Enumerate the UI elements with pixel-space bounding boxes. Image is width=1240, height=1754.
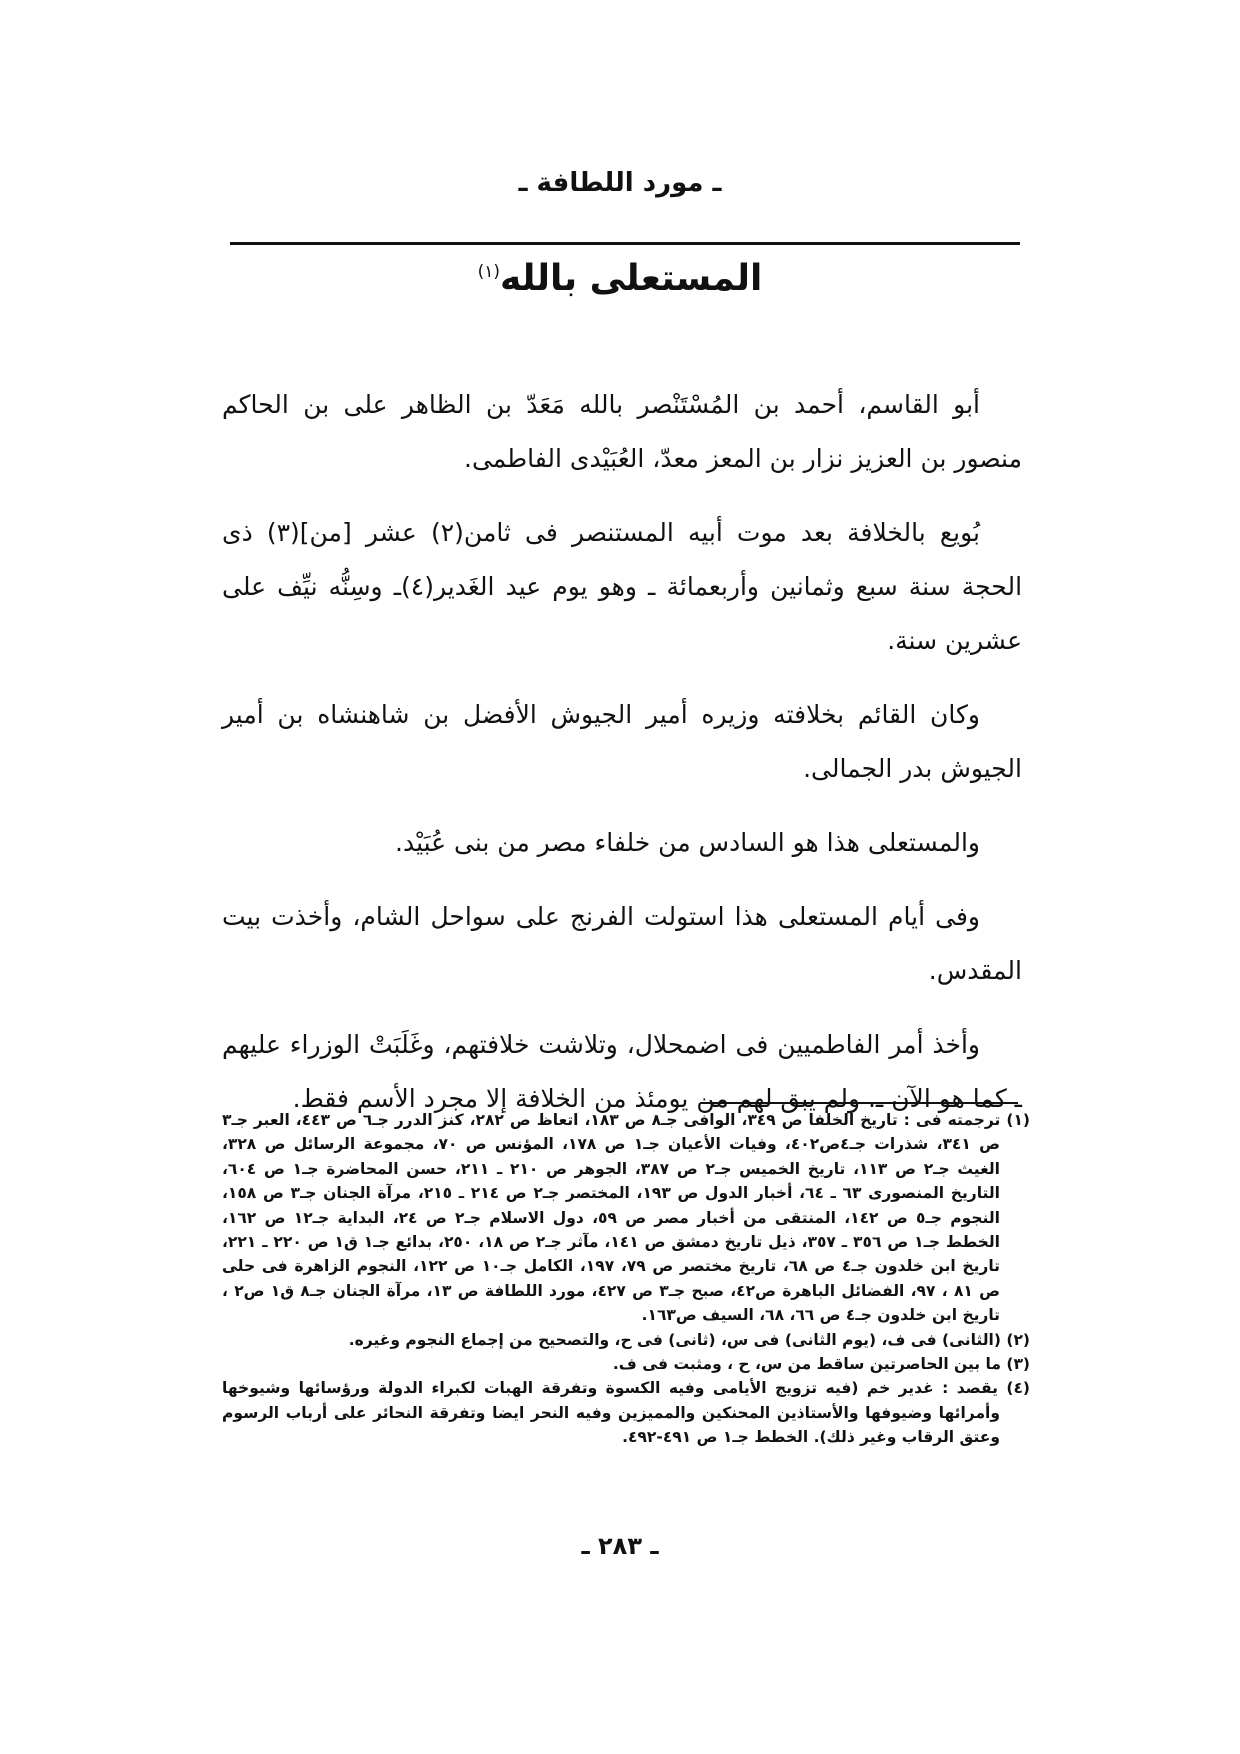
header-rule	[230, 242, 1020, 245]
footnote-rule	[700, 1102, 1018, 1104]
paragraph-lineage: أبو القاسم، أحمد بن المُسْتَنْصر بالله مَعَدّ بن الظاهر على بن الحاكم منصور بن العزيز نزار بن المعز معدّ، العُبَيْدى الفاطمى.	[222, 390, 1022, 473]
chapter-title-text: المستعلى بالله	[500, 258, 763, 299]
paragraph-crusades: وفى أيام المستعلى هذا استولت الفرنج على سواحل الشام، وأخذت بيت المقدس.	[222, 902, 1022, 985]
chapter-title-note-ref: (١)	[477, 262, 501, 282]
paragraph-sixth-caliph: والمستعلى هذا هو السادس من خلفاء مصر من بنى عُبَيْد.	[395, 828, 980, 857]
footnotes	[222, 1108, 1030, 1450]
running-head: ـ مورد اللطافة ـ	[518, 168, 722, 198]
footnote-1: (١) ترجمته فى : تاريخ الخلفا ص ٣٤٩، الوافى جـ٨ ص ١٨٣، اتعاظ ص ٢٨٢، كنز الدرر جـ٦ ص ٤٤٣، العبر جـ٣ ص ٣٤١، شذرات جـ٤ص٤٠٢، وفيات الأعيان جـ١ ص ١٧٨، المؤنس ص ٧٠، مجموعة الرسائل ص ٣٢٨، الغيث جـ٢ ص ١١٣، تاريخ الخميس جـ٢ ص ٣٨٧، الجوهر ص ٢١٠ ـ ٢١١، حسن المحاضرة جـ١ ص ٦٠٤، التاريخ المنصورى ٦٣ ـ ٦٤، أخبار الدول ص ١٩٣، المختصر جـ٢ ص ٢١٤ ـ ٢١٥، مرآة الجنان جـ٣ ص ١٥٨، النجوم جـ٥ ص ١٤٢، المنتقى من أخبار مصر ص ٥٩، دول الاسلام جـ٢ ص ٢٤، البداية جـ١٢ ص ١٦٢، الخطط جـ١ ص ٣٥٦ ـ ٣٥٧، ذيل تاريخ دمشق ص ١٤١، مآثر جـ٢ ص ١٨، ٢٥٠، بدائع جـ١ ق١ ص ٢٢٠ ـ ٢٢١، تاريخ ابن خلدون جـ٤ ص ٦٨، تاريخ مختصر ص ٧٩، ١٩٧، الكامل جـ١٠ ص ١٢٢، النجوم الزاهرة فى حلى ص ٨١ ، ٩٧، الفضائل الباهرة ص٤٢، صبح جـ٣ ص ٤٢٧، مورد اللطافة ص ١٣، مرآة الجنان جـ٨ ق١ ص٢ ، تاريخ ابن خلدون جـ٤ ص ٦٦، ٦٨، السيف ص١٦٣.	[222, 1111, 1030, 1325]
footnote-4: (٤) يقصد : غدير خم (فيه تزويج الأيامى وفيه الكسوة وتفرقة الهبات لكبراء الدولة ورؤسائها وشيوخها وأمرائها وضيوفها والأستاذين المحنكين والمميزين وفيه النحر ايضا وتفرقة النحائر على أرباب الرسوم وعتق الرقاب وغير ذلك). الخطط جـ١ ص ٤٩١-٤٩٢.	[222, 1379, 1030, 1447]
footnote-3: (٣) ما بين الحاصرتين ساقط من س، ح ، ومثبت فى ف.	[612, 1355, 1030, 1374]
paragraph-vizier: وكان القائم بخلافته وزيره أمير الجيوش الأفضل بن شاهنشاه بن أمير الجيوش بدر الجمالى.	[222, 700, 1022, 783]
footnote-2: (٢) (الثانى) فى ف، (يوم الثانى) فى س، (ثانى) فى ح، والتصحيح من إجماع النجوم وغيره.	[348, 1330, 1030, 1349]
paragraph-decline: وأخذ أمر الفاطميين فى اضمحلال، وتلاشت خلافتهم، وغَلَبَتْ الوزراء عليهم ـ كما هو الآن ـ. ولم يبق لهم من يومئذ من الخلافة إلا مجرد الأسم فقط.	[222, 1030, 1022, 1113]
main-text	[222, 378, 1022, 1146]
chapter-title	[0, 258, 1240, 299]
paragraph-accession: بُويع بالخلافة بعد موت أبيه المستنصر فى ثامن(٢) عشر [من](٣) ذى الحجة سنة سبع وثمانين وأربعمائة ـ وهو يوم عيد الغَدير(٤)ـ وسِنُّه نيِّف على عشرين سنة.	[222, 518, 1023, 655]
page-number: ـ ٢٨٣ ـ	[581, 1532, 659, 1560]
